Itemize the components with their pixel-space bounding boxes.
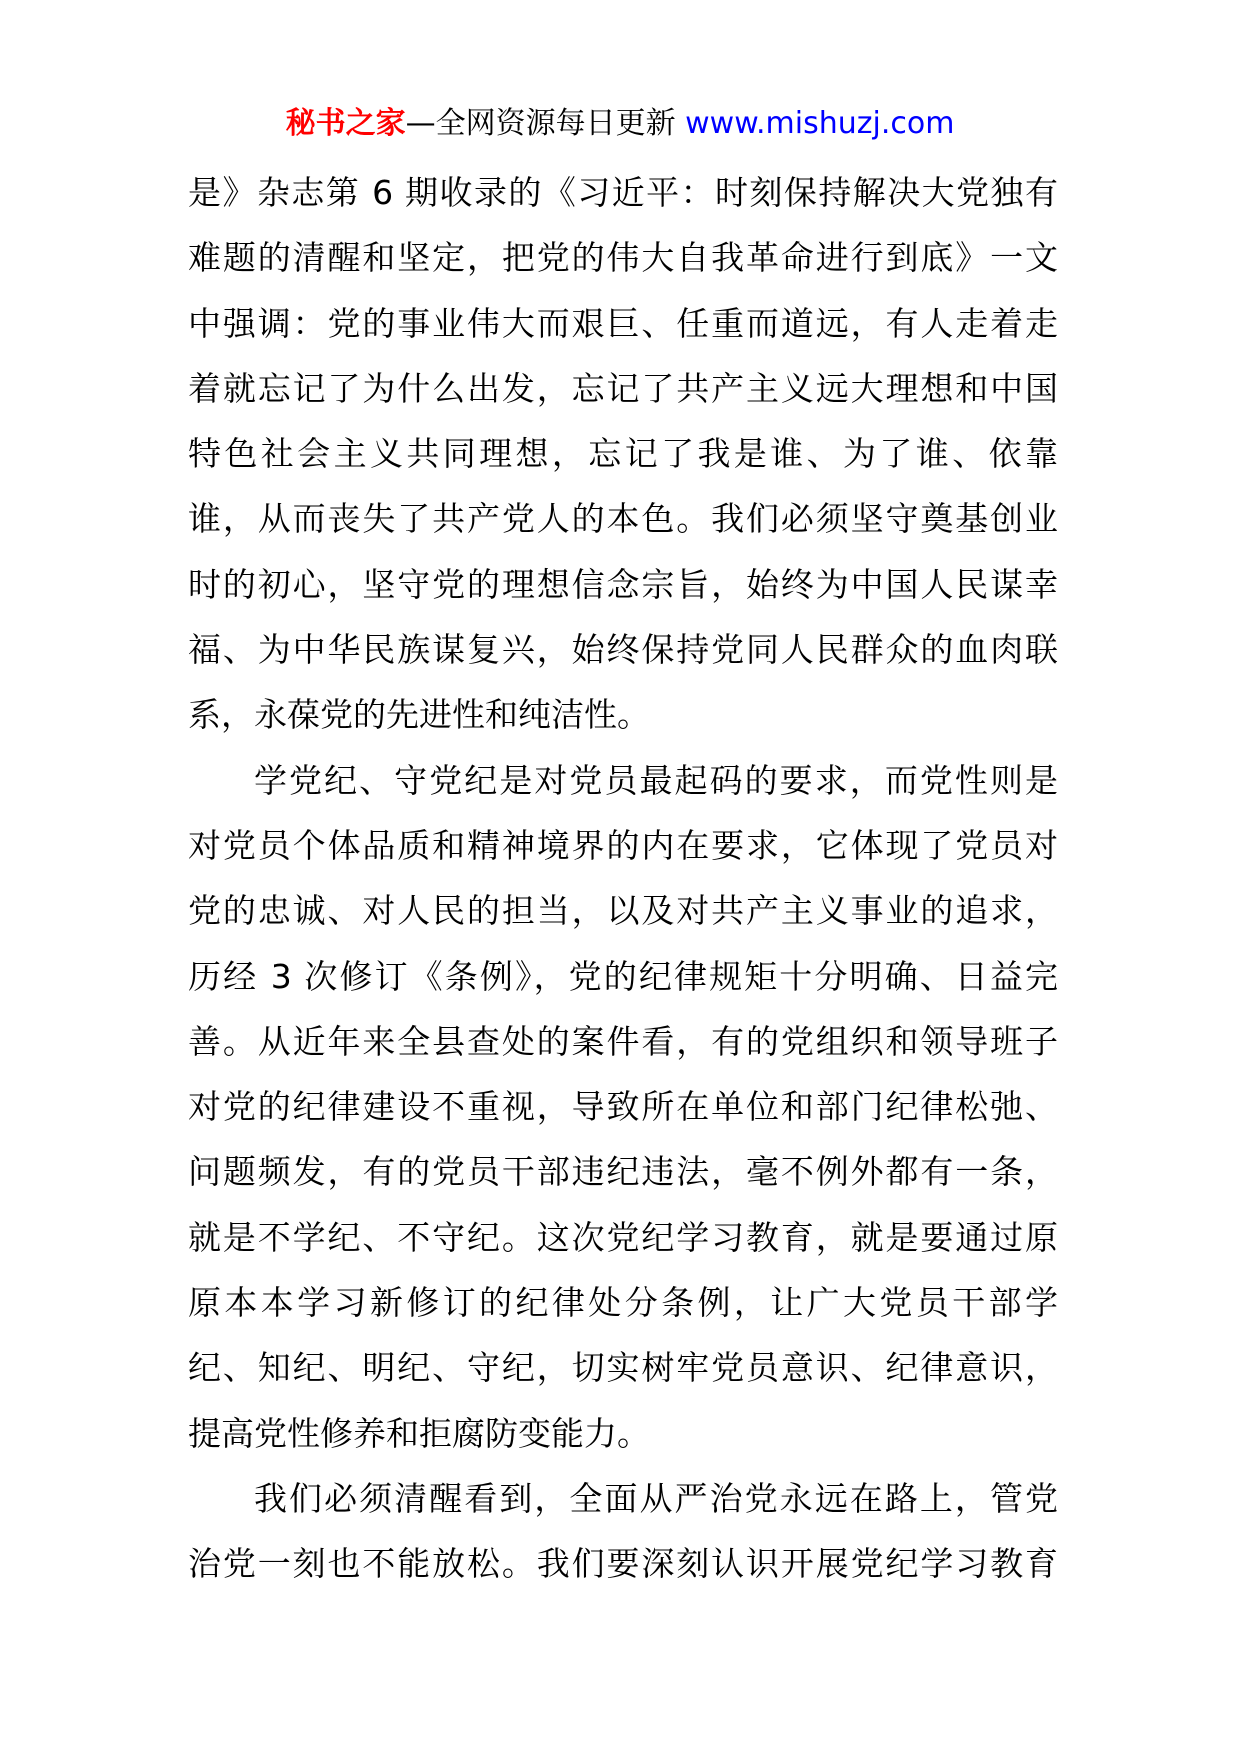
text-line: 党的忠诚、对人民的担当，以及对共产主义事业的追求， bbox=[188, 891, 1058, 931]
text-line: 难题的清醒和坚定，把党的伟大自我革命进行到底》一文 bbox=[188, 238, 1058, 278]
text-line: 善。从近年来全县查处的案件看，有的党组织和领导班子 bbox=[188, 1021, 1058, 1061]
text-line: 谁，从而丧失了共产党人的本色。我们必须坚守奠基创业 bbox=[188, 499, 1058, 539]
paragraph bbox=[188, 160, 1058, 748]
text-line: 学党纪、守党纪是对党员最起码的要求，而党性则是 bbox=[254, 760, 1058, 800]
paragraph bbox=[188, 1466, 1058, 1597]
text-line: 着就忘记了为什么出发，忘记了共产主义远大理想和中国 bbox=[188, 368, 1058, 408]
text-line: 原本本学习新修订的纪律处分条例，让广大党员干部学 bbox=[188, 1283, 1058, 1323]
text-line: 特色社会主义共同理想，忘记了我是谁、为了谁、依靠 bbox=[188, 434, 1058, 474]
text-line: 时的初心，坚守党的理想信念宗旨，始终为中国人民谋幸 bbox=[188, 564, 1058, 604]
paragraph bbox=[188, 748, 1058, 1466]
text-line: 系，永葆党的先进性和纯洁性。 bbox=[188, 695, 650, 735]
brand-name: 秘书之家 bbox=[285, 106, 406, 141]
text-line: 福、为中华民族谋复兴，始终保持党同人民群众的血肉联 bbox=[188, 630, 1058, 670]
text-line: 历经 3 次修订《条例》，党的纪律规矩十分明确、日益完 bbox=[188, 956, 1058, 996]
document-body bbox=[188, 160, 1058, 1597]
text-line: 提高党性修养和拒腐防变能力。 bbox=[188, 1413, 650, 1453]
text-line: 对党的纪律建设不重视，导致所在单位和部门纪律松弛、 bbox=[188, 1087, 1058, 1127]
text-line: 就是不学纪、不守纪。这次党纪学习教育，就是要通过原 bbox=[188, 1217, 1058, 1257]
header-slogan: —全网资源每日更新 bbox=[405, 106, 676, 141]
text-line: 是》杂志第 6 期收录的《习近平：时刻保持解决大党独有 bbox=[188, 173, 1058, 212]
text-line: 问题频发，有的党员干部违纪违法，毫不例外都有一条， bbox=[188, 1152, 1058, 1192]
site-header bbox=[0, 100, 1240, 148]
text-line: 我们必须清醒看到，全面从严治党永远在路上，管党 bbox=[254, 1478, 1058, 1518]
site-url[interactable]: www.mishuzj.com bbox=[685, 106, 955, 141]
text-line: 治党一刻也不能放松。我们要深刻认识开展党纪学习教育 bbox=[188, 1544, 1058, 1584]
text-line: 对党员个体品质和精神境界的内在要求，它体现了党员对 bbox=[188, 825, 1058, 865]
text-line: 中强调：党的事业伟大而艰巨、任重而道远，有人走着走 bbox=[188, 303, 1058, 343]
text-line: 纪、知纪、明纪、守纪，切实树牢党员意识、纪律意识， bbox=[188, 1348, 1058, 1388]
